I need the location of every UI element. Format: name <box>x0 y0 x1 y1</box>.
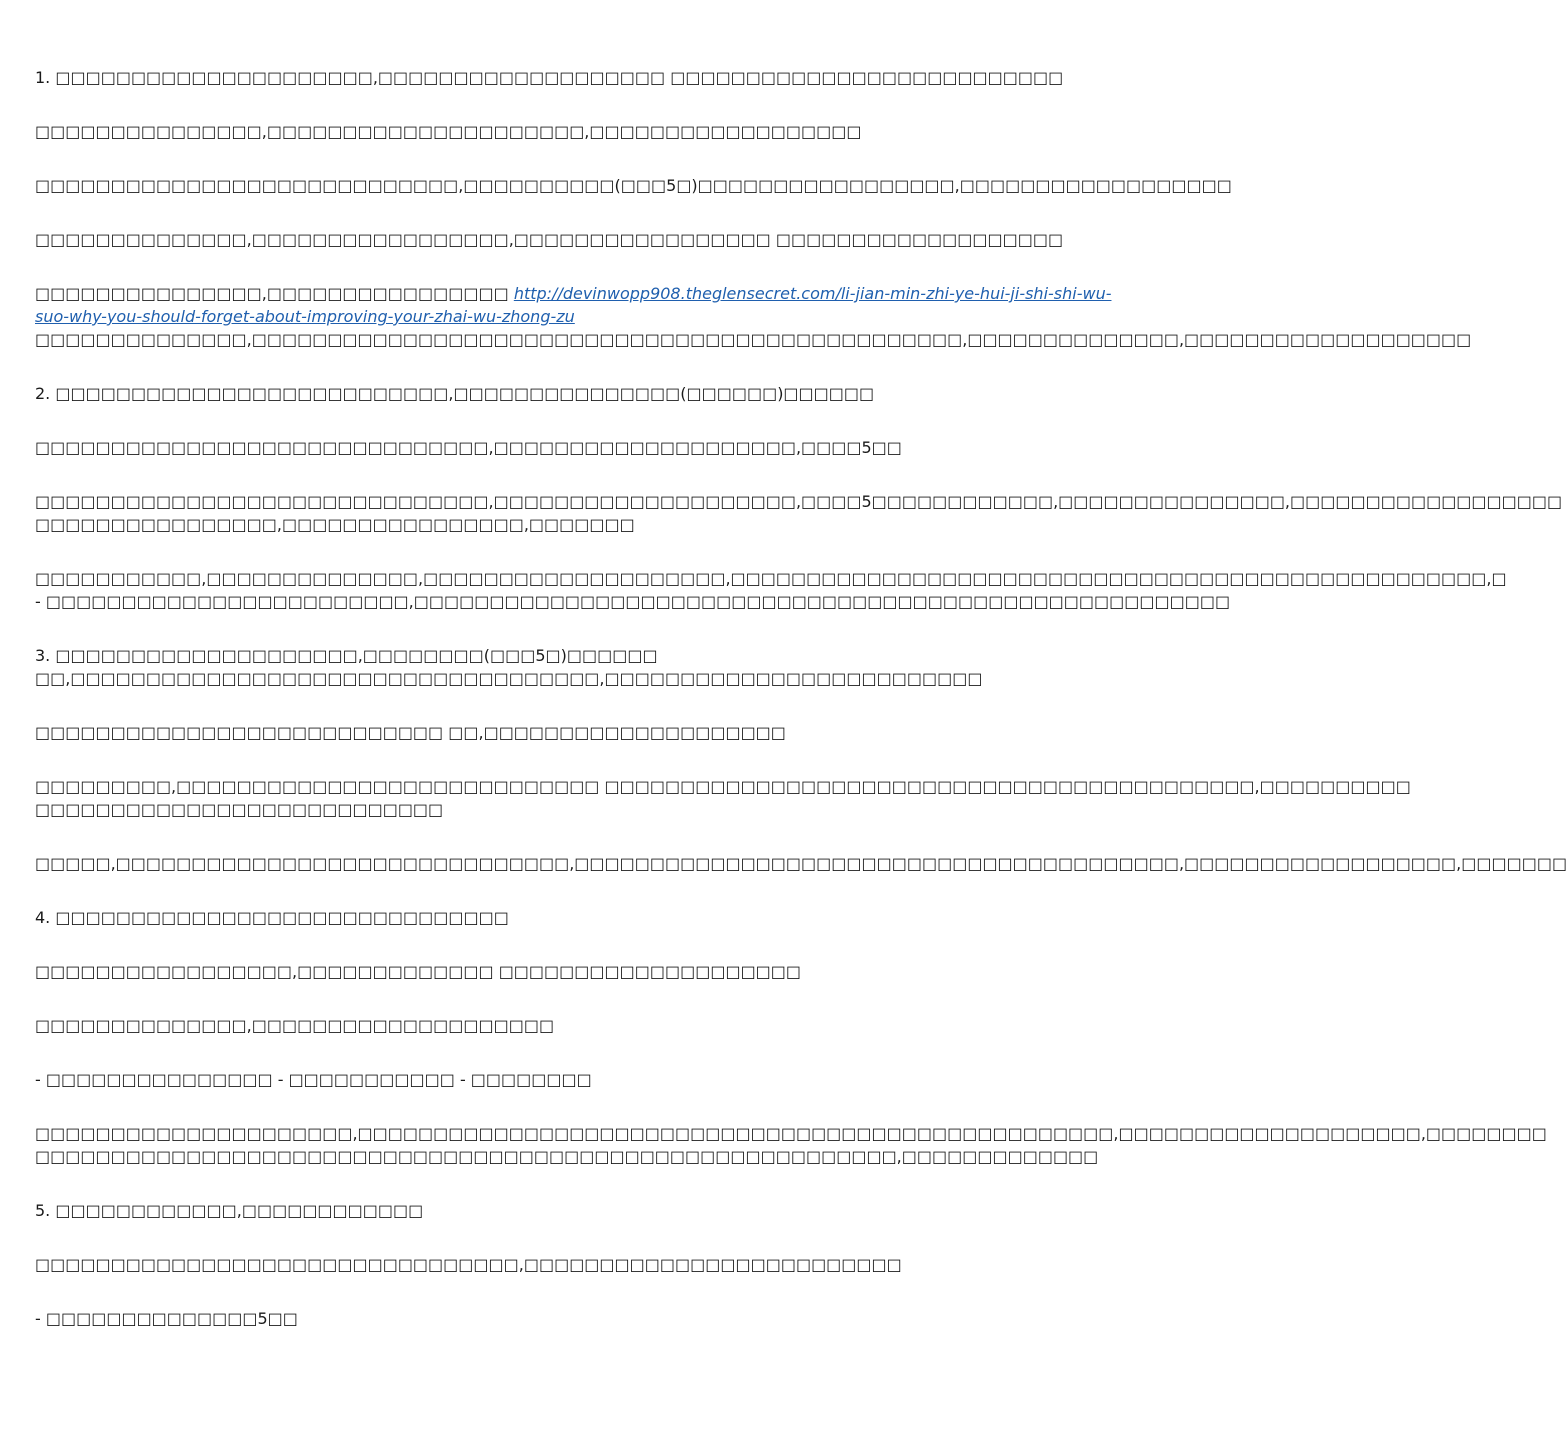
text-line: 5. □□□□□□□□□□□□,□□□□□□□□□□□□ <box>35 1201 424 1220</box>
paragraph <box>35 721 989 744</box>
paragraph-section-4-heading <box>35 906 989 929</box>
text-line: □□□□□□□□□□□□□□□□□□□□□□□□□□□□,□□□□□□□□□□(□□□5□)□□□□□□□□□□□□□□□□□,□□□□□□□□□□□□□□□□□□ <box>35 176 1232 195</box>
text-line: □□,□□□□□□□□□□□□□□□□□□□□□□□□□□□□□□□□□□□,□□□□□□□□□□□□□□□□□□□□□□□□□ <box>35 669 983 688</box>
document-body <box>35 66 1567 1361</box>
paragraph <box>35 1253 989 1276</box>
link-paragraph <box>35 282 1472 351</box>
bullet-list-line <box>35 1307 989 1330</box>
text-line: □□□□□□□□□□□□□□□□,□□□□□□□□□□□□□□□□,□□□□□□□ <box>35 515 635 534</box>
text-line: □□□□□□□□□□□□□□□□□□□□□□□□□□□ □□,□□□□□□□□□□□□□□□□□□□□ <box>35 723 786 742</box>
text-line: □□□□□,□□□□□□□□□□□□□□□□□□□□□□□□□□□□□□,□□□□□□□□□□□□□□□□□□□□□□□□□□□□□□□□□□□□□□□□,□□□□□□□□□□□□□□□□□□,□□□□□□□ <box>35 854 1567 873</box>
text-line: □□□□□□□□□,□□□□□□□□□□□□□□□□□□□□□□□□□□□□ □□□□□□□□□□□□□□□□□□□□□□□□□□□□□□□□□□□□□□□□□□□,□□□□□□□□□□ <box>35 777 1411 796</box>
text-line: □□□□□□□□□□□□□□□□□□□□□□□□□□□□□□,□□□□□□□□□□□□□□□□□□□□,□□□□5□□ <box>35 438 902 457</box>
article-link[interactable]: http://devinwopp908.theglensecret.com/li-jian-min-zhi-ye-hui-ji-shi-shi-wu- <box>513 284 1112 303</box>
text-line: □□□□□□□□□□□□□□□□□□□□□□□□□□□□□□□□,□□□□□□□□□□□□□□□□□□□□□□□□□ <box>35 1255 902 1274</box>
text-line: □□□□□□□□□□□□□□,□□□□□□□□□□□□□□□□□□□□□□□□□□□□□□□□□□□□□□□□□□□□□□□,□□□□□□□□□□□□□□,□□□□□□□□□□□□□□□□□□□ <box>35 330 1472 349</box>
paragraph <box>35 1122 1547 1168</box>
text-line: □□□□□□□□□□□□□□□□□,□□□□□□□□□□□□□ □□□□□□□□□□□□□□□□□□□□ <box>35 962 802 981</box>
text-line: 1. □□□□□□□□□□□□□□□□□□□□□,□□□□□□□□□□□□□□□□□□□ □□□□□□□□□□□□□□□□□□□□□□□□□□ <box>35 68 1064 87</box>
link-line-2 <box>35 305 989 328</box>
paragraph-2 <box>35 120 989 143</box>
paragraph <box>35 1014 989 1037</box>
link-line-1 <box>35 282 1112 305</box>
paragraph-section-5-heading <box>35 1199 989 1222</box>
text-line: 3. □□□□□□□□□□□□□□□□□□□□,□□□□□□□□(□□□5□)□□□□□□ <box>35 646 658 665</box>
text-line: - □□□□□□□□□□□□□□□ - □□□□□□□□□□□ - □□□□□□□□ <box>35 1070 592 1089</box>
text-line: - □□□□□□□□□□□□□□5□□ <box>35 1309 298 1328</box>
bullet-list-line <box>35 1068 989 1091</box>
paragraph-1 <box>35 66 1064 89</box>
paragraph <box>35 960 989 983</box>
text-line: □□□□□□□□□□□□□□□□□□□□□□□□□□□□□□□□□□□□□□□□□□□□□□□□□□□□□□□□□,□□□□□□□□□□□□□ <box>35 1147 1099 1166</box>
paragraph-4 <box>35 228 1064 251</box>
paragraph-section-2-heading <box>35 382 989 405</box>
text-line: - □□□□□□□□□□□□□□□□□□□□□□□□,□□□□□□□□□□□□□□□□□□□□□□□□□□□□□□□□□□□□□□□□□□□□□□□□□□□□□□ <box>35 592 1231 611</box>
paragraph <box>35 490 1563 536</box>
text-line: □□□□□□□□□□□□□□,□□□□□□□□□□□□□□□□□□□□ <box>35 1016 555 1035</box>
text-line: □□□□□□□□□□□□□□□□□□□□□,□□□□□□□□□□□□□□□□□□□□□□□□□□□□□□□□□□□□□□□□□□□□□□□□□□,□□□□□□□□□□□□□□□□□□□□,□□□□□□□□ <box>35 1124 1547 1143</box>
text-line: □□□□□□□□□□□□□□,□□□□□□□□□□□□□□□□□,□□□□□□□□□□□□□□□□□ □□□□□□□□□□□□□□□□□□□ <box>35 230 1064 249</box>
text-line: □□□□□□□□□□□□□□□□□□□□□□□□□□□ <box>35 800 444 819</box>
paragraph <box>35 775 1411 821</box>
text-line: 2. □□□□□□□□□□□□□□□□□□□□□□□□□□,□□□□□□□□□□□□□□□(□□□□□□)□□□□□□ <box>35 384 875 403</box>
paragraph <box>35 436 989 459</box>
paragraph-section-3-heading <box>35 644 989 690</box>
paragraph <box>35 852 1567 875</box>
text-line: □□□□□□□□□□□□□□□□□□□□□□□□□□□□□□,□□□□□□□□□□□□□□□□□□□□,□□□□5□□□□□□□□□□□□,□□□□□□□□□□□□□□□,□□□□□□□□□□□□□□□□□□ <box>35 492 1563 511</box>
article-link-continued[interactable]: suo-why-you-should-forget-about-improving-your-zhai-wu-zhong-zu <box>35 307 575 326</box>
paragraph <box>35 567 1507 613</box>
text-line: □□□□□□□□□□□,□□□□□□□□□□□□□□,□□□□□□□□□□□□□□□□□□□□,□□□□□□□□□□□□□□□□□□□□□□□□□□□□□□□□□□□□□□□□□□□□□□□□□□,□ <box>35 569 1507 588</box>
text-line: □□□□□□□□□□□□□□□,□□□□□□□□□□□□□□□□□□□□□,□□□□□□□□□□□□□□□□□□ <box>35 122 862 141</box>
paragraph-3 <box>35 174 1232 197</box>
text-line: 4. □□□□□□□□□□□□□□□□□□□□□□□□□□□□□□ <box>35 908 509 927</box>
link-prefix-text: □□□□□□□□□□□□□□□,□□□□□□□□□□□□□□□□ <box>35 284 514 303</box>
